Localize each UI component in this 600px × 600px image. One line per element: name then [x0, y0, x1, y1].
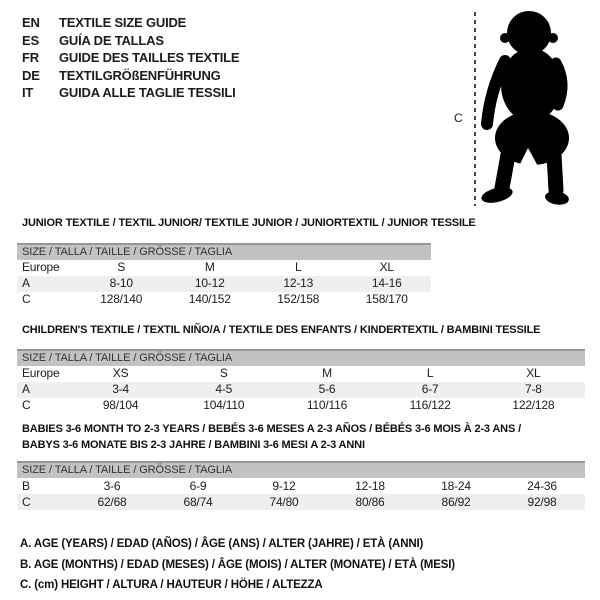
size-cell: 122/128	[512, 398, 555, 412]
size-cell: 98/104	[102, 398, 139, 412]
height-measure-label: C	[454, 111, 463, 125]
legend	[20, 534, 455, 596]
size-cell: M	[204, 260, 215, 274]
size-cell: 12-13	[283, 276, 314, 290]
size-header-cell: SIZE / TALLA / TAILLE / GRÖSSE / TAGLIA	[17, 244, 431, 260]
size-cell: 3-4	[112, 382, 129, 396]
height-figure	[450, 5, 585, 217]
size-cell: 7-8	[525, 382, 542, 396]
table-row	[17, 260, 431, 276]
size-table	[17, 349, 585, 414]
size-table-section	[17, 216, 476, 308]
size-cell: 9-12	[272, 478, 296, 493]
legend-line: A. AGE (YEARS) / EDAD (AÑOS) / ÂGE (ANS) / ALTER (JAHRE) / ETÀ (ANNI)	[20, 538, 424, 550]
size-cell: 5-6	[318, 382, 336, 396]
section-title-line: CHILDREN'S TEXTILE / TEXTIL NIÑO/A / TEXTILE DES ENFANTS / KINDERTEXTIL / BAMBINI TESSILE	[22, 324, 541, 336]
row-label: C	[22, 494, 31, 509]
size-cell: 18-24	[441, 478, 471, 493]
table-row	[17, 382, 585, 398]
language-code: DE	[22, 67, 40, 83]
row-label: A	[22, 276, 30, 290]
size-header-cell: SIZE / TALLA / TAILLE / GRÖSSE / TAGLIA	[17, 350, 585, 366]
section-title	[17, 216, 476, 232]
size-cell: 6-9	[189, 478, 207, 493]
size-cell: L	[426, 366, 434, 380]
table-row	[17, 478, 585, 494]
size-cell: S	[219, 366, 228, 380]
size-cell: 62/68	[97, 494, 127, 509]
language-row	[22, 67, 239, 85]
size-cell: 104/110	[203, 398, 245, 412]
language-label: GUIDA ALLE TAGLIE TESSILI	[59, 85, 236, 101]
legend-line: C. (cm) HEIGHT / ALTURA / HAUTEUR / HÖHE / ALTEZZA	[20, 579, 323, 591]
row-label: C	[22, 398, 31, 412]
size-cell: M	[322, 366, 332, 380]
language-row	[22, 14, 239, 32]
language-label: TEXTILGRÖßENFÜHRUNG	[59, 67, 221, 83]
size-table-section	[17, 422, 585, 510]
language-code: IT	[22, 85, 34, 101]
table-row	[17, 276, 431, 292]
size-table	[17, 461, 585, 510]
size-cell: 116/122	[409, 398, 451, 412]
size-cell: 128/140	[100, 292, 143, 306]
size-cell: 4-5	[215, 382, 233, 396]
section-title-line: JUNIOR TEXTILE / TEXTIL JUNIOR/ TEXTILE JUNIOR / JUNIORTEXTIL / JUNIOR TESSILE	[22, 217, 476, 229]
size-cell: 24-36	[527, 478, 557, 493]
table-row	[17, 366, 585, 382]
language-code: FR	[22, 50, 39, 66]
size-cell: 92/98	[527, 494, 557, 509]
language-label: GUÍA DE TALLAS	[59, 32, 164, 48]
table-size-header	[17, 350, 585, 366]
size-cell: 140/152	[188, 292, 231, 306]
size-cell: 80/86	[355, 494, 385, 509]
size-cell: 6-7	[421, 382, 439, 396]
language-row	[22, 84, 239, 102]
height-figure-svg	[450, 5, 585, 217]
size-cell: 158/170	[365, 292, 408, 306]
size-cell: 8-10	[109, 276, 133, 290]
language-label: TEXTILE SIZE GUIDE	[59, 15, 187, 30]
baby-silhouette	[480, 11, 570, 206]
language-code: ES	[22, 32, 39, 48]
size-table	[17, 243, 431, 308]
size-table-section	[17, 323, 585, 414]
section-title-line: BABIES 3-6 MONTH TO 2-3 YEARS / BEBÉS 3-6 MESES A 2-3 AÑOS / BÉBÉS 3-6 MOIS À 2-3 ANS /	[22, 423, 521, 435]
size-cell: 14-16	[371, 276, 402, 290]
language-list	[22, 14, 239, 102]
table-size-header	[17, 462, 585, 478]
size-cell: 86/92	[441, 494, 471, 509]
section-title	[17, 323, 585, 339]
section-title	[17, 422, 585, 453]
table-row	[17, 398, 585, 414]
language-code: EN	[22, 15, 40, 30]
size-cell: 110/116	[306, 398, 348, 412]
row-label: A	[22, 382, 30, 396]
size-cell: 74/80	[269, 494, 299, 509]
row-label: Europe	[22, 260, 60, 274]
size-cell: 152/158	[277, 292, 320, 306]
size-header-cell: SIZE / TALLA / TAILLE / GRÖSSE / TAGLIA	[17, 462, 585, 478]
section-title-line: BABYS 3-6 MONATE BIS 2-3 JAHRE / BAMBINI 3-6 MESI A 2-3 ANNI	[22, 438, 365, 451]
row-label: Europe	[22, 366, 60, 380]
row-label: B	[22, 478, 30, 493]
language-row	[22, 49, 239, 67]
size-cell: 10-12	[194, 276, 225, 290]
size-cell: 68/74	[183, 494, 213, 509]
row-label: C	[22, 292, 31, 306]
size-cell: 12-18	[355, 478, 385, 493]
size-cell: XL	[379, 260, 394, 274]
table-row	[17, 494, 585, 510]
size-cell: XL	[526, 366, 541, 380]
legend-line: B. AGE (MONTHS) / EDAD (MESES) / ÂGE (MOIS) / ALTER (MONATE) / ETÀ (MESI)	[20, 558, 455, 571]
table-row	[17, 292, 431, 308]
size-cell: XS	[112, 366, 129, 380]
size-cell: S	[117, 260, 126, 274]
size-cell: L	[295, 260, 302, 274]
table-size-header	[17, 244, 431, 260]
language-row	[22, 32, 239, 50]
size-cell: 3-6	[103, 478, 121, 493]
language-label: GUIDE DES TAILLES TEXTILE	[59, 50, 240, 66]
